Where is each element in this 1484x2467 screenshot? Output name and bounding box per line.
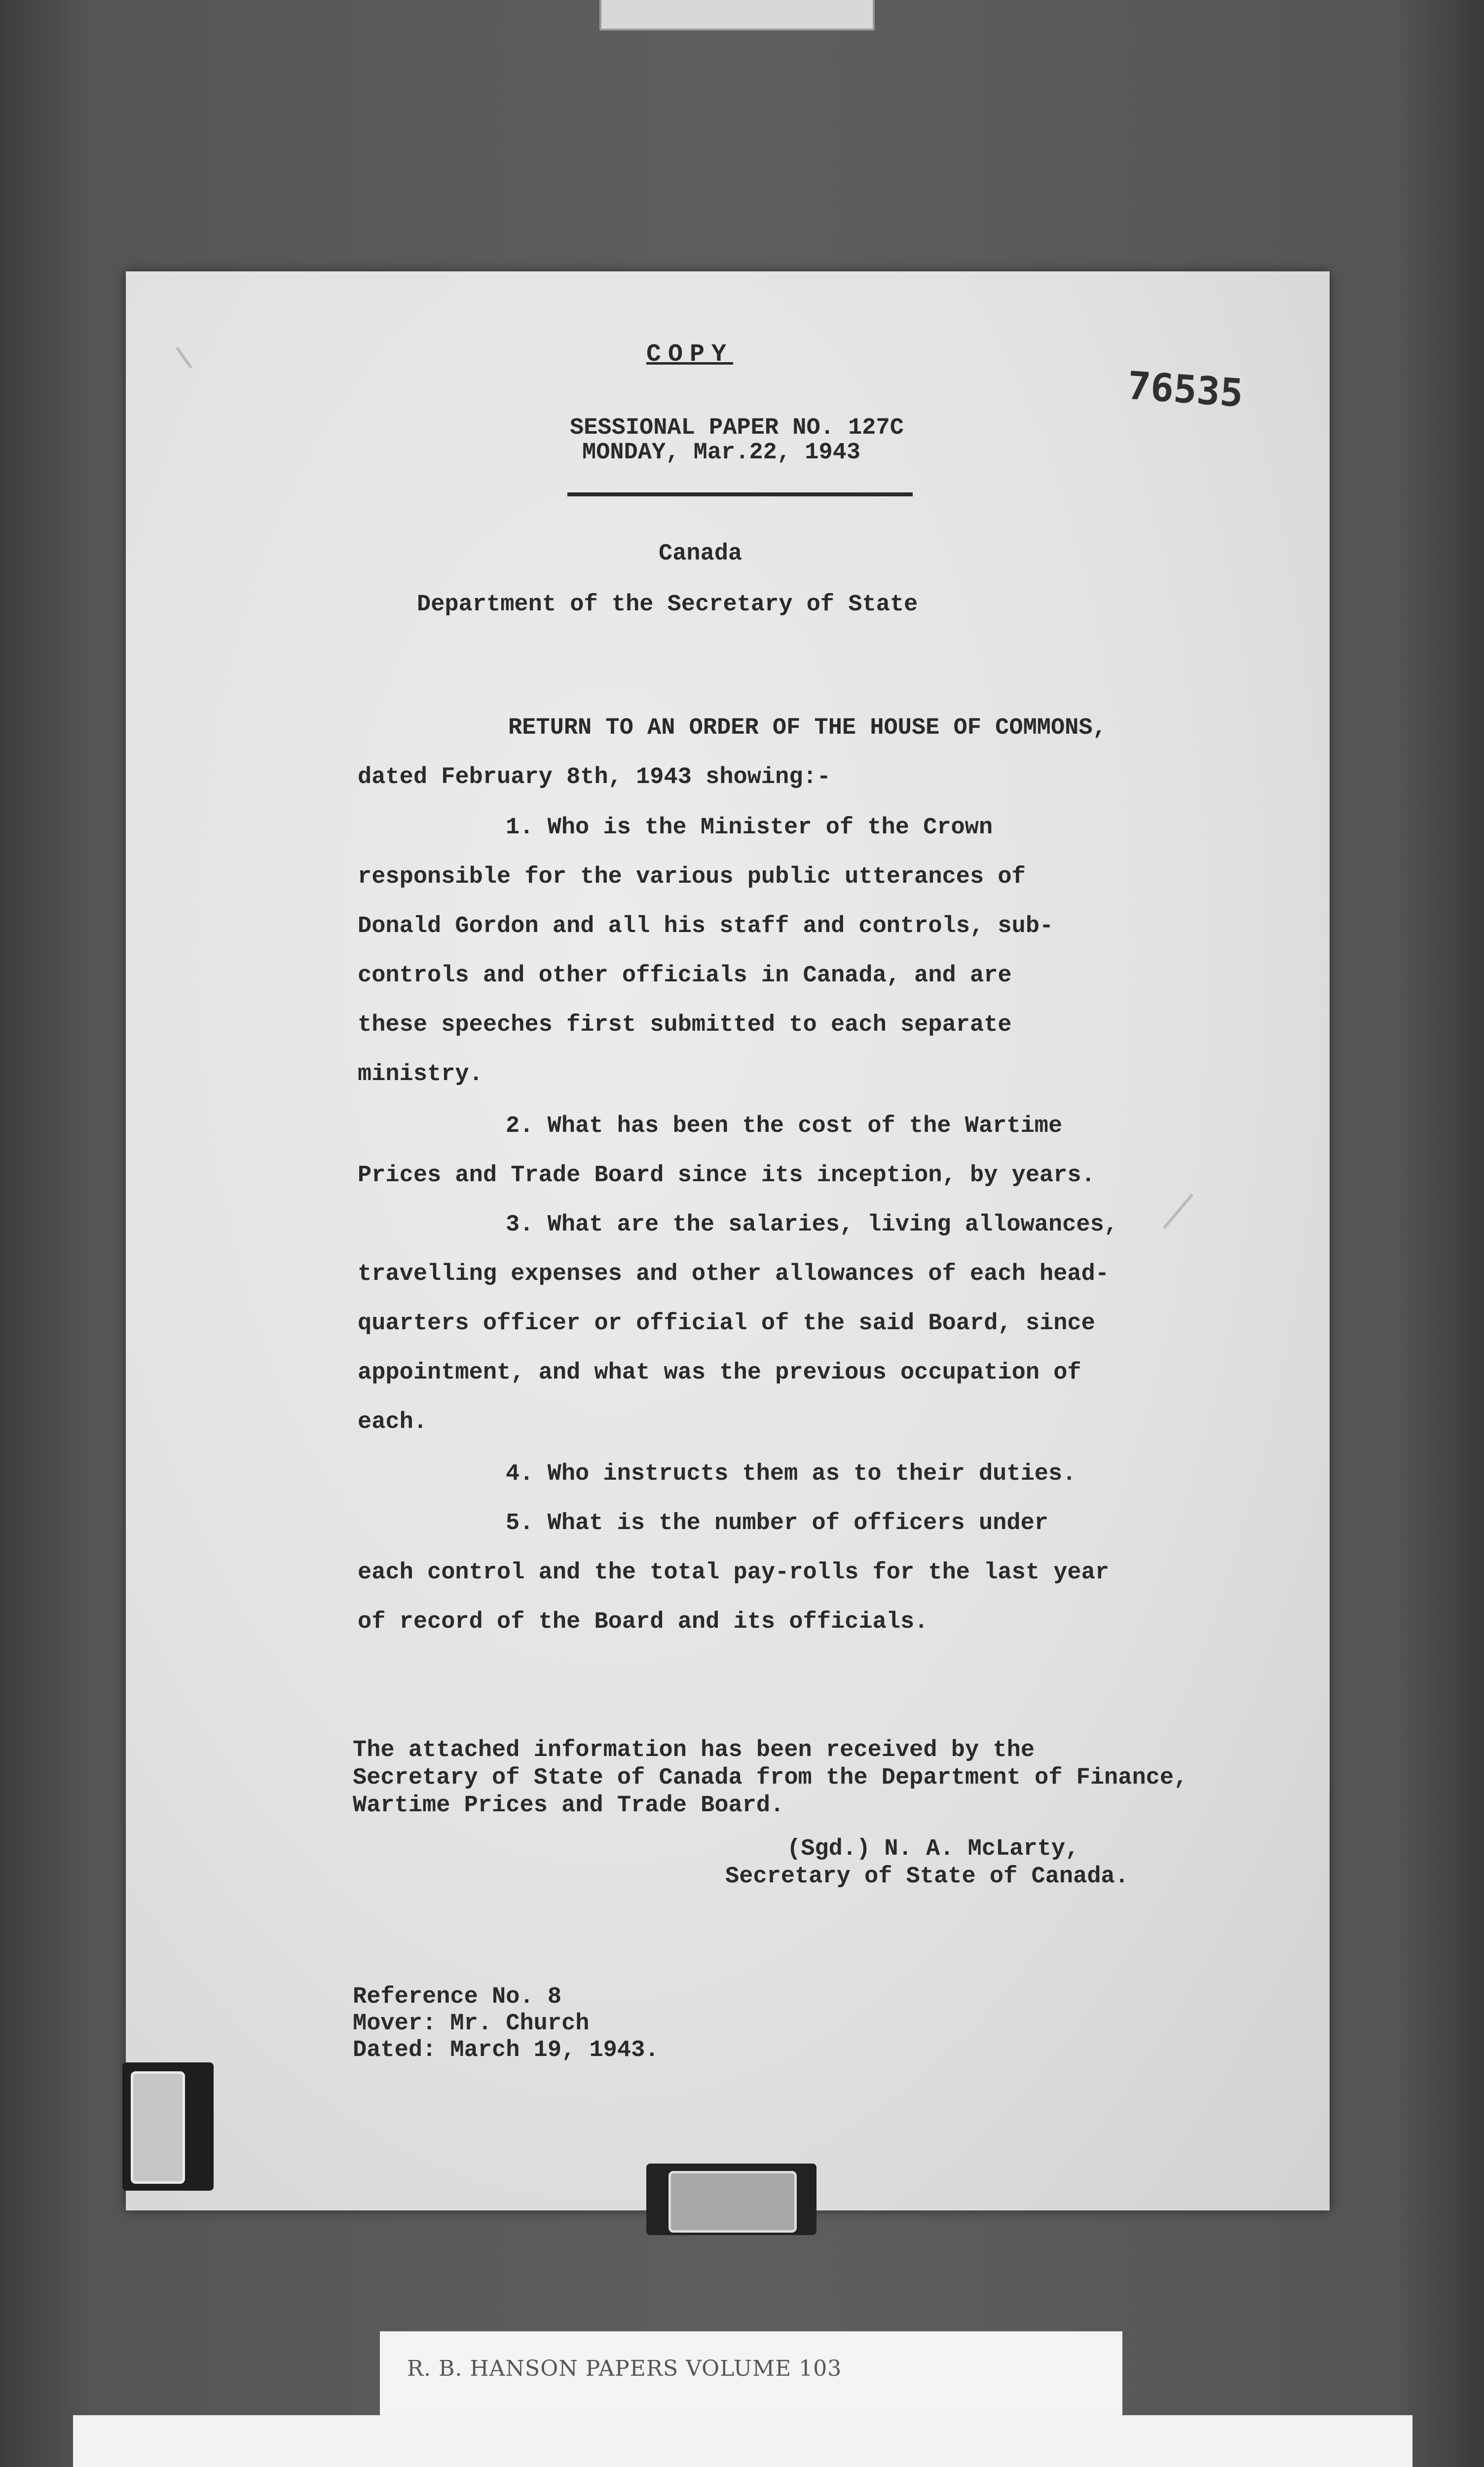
body-line: ministry.: [358, 1061, 483, 1087]
mover-line: Mover: Mr. Church: [353, 2011, 590, 2037]
attached-info-line: Wartime Prices and Trade Board.: [353, 1793, 784, 1819]
binder-clip-left-face: [131, 2071, 185, 2184]
copy-heading: COPY: [646, 340, 734, 369]
attached-info-line: The attached information has been received by the: [353, 1737, 1035, 1763]
body-line: travelling expenses and other allowances of each head-: [358, 1261, 1110, 1287]
body-line: 5. What is the number of officers under: [506, 1510, 1048, 1536]
body-line: Prices and Trade Board since its inception, by years.: [358, 1162, 1095, 1189]
body-line: 1. Who is the Minister of the Crown: [506, 815, 993, 841]
body-line: quarters officer or official of the said Board, since: [358, 1310, 1095, 1337]
body-line: 3. What are the salaries, living allowances,: [506, 1212, 1118, 1238]
signature-name: (Sgd.) N. A. McLarty,: [787, 1836, 1079, 1862]
body-line: controls and other officials in Canada, and are: [358, 963, 1012, 989]
body-line: Donald Gordon and all his staff and controls, sub-: [358, 913, 1054, 939]
body-line: dated February 8th, 1943 showing:-: [358, 764, 831, 790]
film-top-tab: [599, 0, 875, 31]
country-heading: Canada: [659, 541, 742, 567]
body-line: of record of the Board and its officials.: [358, 1609, 928, 1635]
header-divider: [567, 492, 913, 496]
sitting-date: MONDAY, Mar.22, 1943: [582, 440, 861, 466]
body-line: each control and the total pay-rolls for the last year: [358, 1560, 1110, 1586]
reference-number: Reference No. 8: [353, 1984, 562, 2010]
body-line: 4. Who instructs them as to their duties.: [506, 1461, 1076, 1487]
department-heading: Department of the Secretary of State: [417, 592, 918, 618]
attached-info-line: Secretary of State of Canada from the Department of Finance,: [353, 1765, 1188, 1791]
binder-clip-bottom-face: [668, 2171, 797, 2233]
body-line: these speeches first submitted to each separate: [358, 1012, 1012, 1038]
signature-title: Secretary of State of Canada.: [725, 1864, 1129, 1890]
body-line: 2. What has been the cost of the Wartime: [506, 1113, 1063, 1139]
body-line: each.: [358, 1409, 428, 1435]
stamp-number: 76535: [1126, 363, 1245, 416]
volume-label-text: R. B. HANSON PAPERS VOLUME 103: [407, 2356, 842, 2381]
archive-identification-card: [73, 2415, 1412, 2467]
body-line: responsible for the various public utterances of: [358, 864, 1026, 890]
dated-line: Dated: March 19, 1943.: [353, 2037, 659, 2063]
body-line: RETURN TO AN ORDER OF THE HOUSE OF COMMONS,: [508, 715, 1107, 741]
body-line: appointment, and what was the previous occupation of: [358, 1360, 1081, 1386]
sessional-paper-number: SESSIONAL PAPER NO. 127C: [570, 415, 904, 441]
